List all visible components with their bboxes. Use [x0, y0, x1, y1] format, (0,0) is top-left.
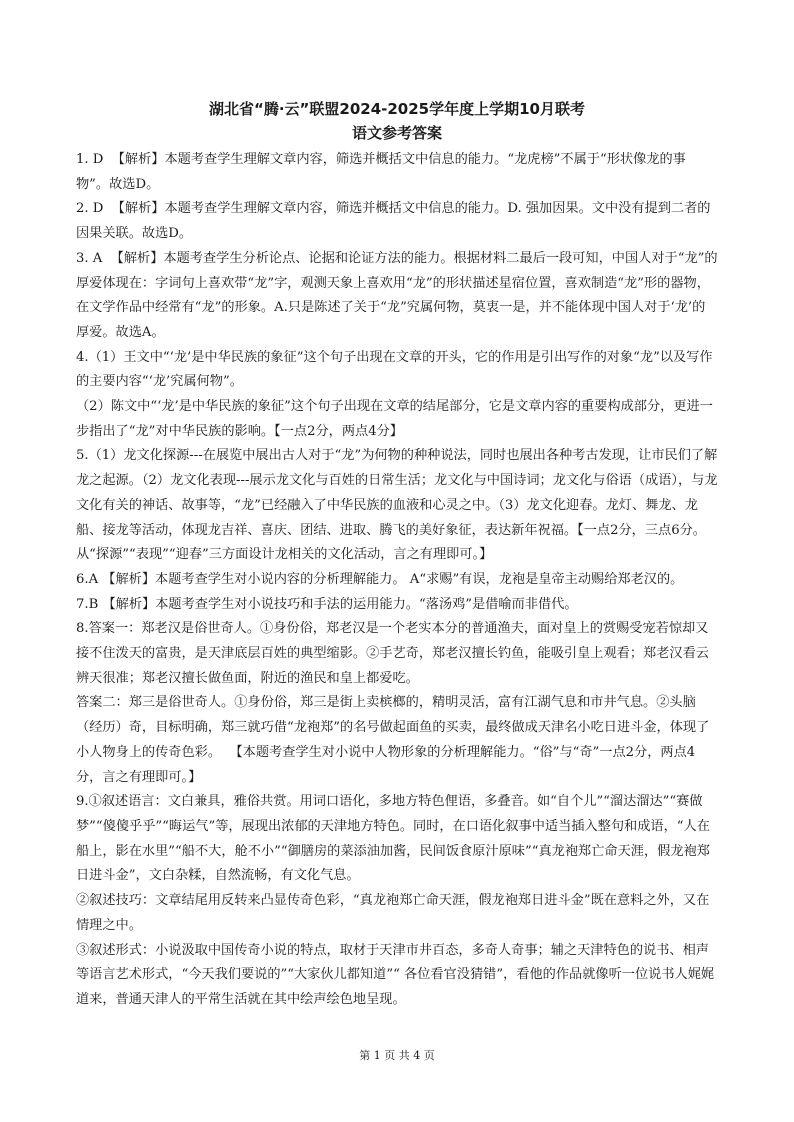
answer-9-point-3: ③叙述形式：小说汲取中国传奇小说的特点，取材于天津市井百态，多奇人奇事；辅之天津特色的说书、相声等语言艺术形式，“今天我们要说的”“大家伙儿都知道”“ 各位看官没猜错”，看他的作品就像听一位说书人娓娓道来，普通天津人的平常生活就在其中绘声绘色地呈现。 — [76, 942, 715, 1007]
answer-9-point-1: 9.①叙述语言：文白兼具，雅俗共赏。用词口语化，多地方特色俚语，多叠音。如“自个儿”“溜达溜达”“赛做梦”“傻傻乎乎”“晦运气”等，展现出浓郁的天津地方特色。同时，在口语化叙事中适当插入整句和成语，“人在船上，影在水里”“船不大，舱不小”“御膳房的菜添油加酱，民间饭食原汁原味”“真龙袍郑亡命天涯，假龙袍郑日进斗金”，文白杂糅，自然流畅，有文化气息。 — [76, 794, 710, 884]
answer-1: 1. D 【解析】本题考查学生理解文章内容，筛选并概括文中信息的能力。“龙虎榜”不属于“形状像龙的事物”。故选D。 — [76, 152, 686, 192]
page-number: 第 1 页 共 4 页 — [359, 1049, 435, 1062]
answer-7: 7.B 【解析】本题考查学生对小说技巧和手法的运用能力。“落汤鸡”是借喻而非借代。 — [76, 596, 578, 612]
answer-2: 2. D 【解析】本题考查学生理解文章内容，筛选并概括文中信息的能力。D. 强加因果。文中没有提到二者的因果关联。故选D。 — [76, 201, 711, 242]
answer-6: 6.A 【解析】本题考查学生对小说内容的分析理解能力。 A“求赐”有误，龙袍是皇帝主动赐给郑老汉的。 — [76, 571, 684, 587]
answer-3: 3. A 【解析】本题考查学生分析论点、论据和论证方法的能力。根据材料二最后一段可知，中国人对于“龙”的厚爱体现在：字词句上喜欢带“龙”字，观测天象上喜欢用“龙”的形状描述星宿位置，喜欢制造“龙”形的器物，在文学作品中经常有“龙”的形象。A.只是陈述了关于“龙”究属何物，莫衷一是，并不能体现中国人对于‘龙’的厚爱。故选A。 — [76, 250, 718, 340]
answer-8-option-1: 8.答案一：郑老汉是俗世奇人。①身份俗，郑老汉是一个老实本分的普通渔夫，面对皇上的赏赐受宠若惊却又接不住泼天的富贵，是天津底层百姓的典型缩影。②手艺奇，郑老汉擅长钓鱼，能吸引皇上观看；郑老汉看云辨天很准；郑老汉擅长做鱼面，附近的渔民和皇上都爱吃。 — [76, 621, 709, 686]
answer-4-part-1: 4.（1）王文中“‘龙’是中华民族的象征”这个句子出现在文章的开头，它的作用是引出写作的对象“龙”以及写作的主要内容“‘龙’究属何物”。 — [76, 349, 713, 390]
answer-4-part-2: （2）陈文中“‘龙’是中华民族的象征”这个句子出现在文章的结尾部分，它是文章内容的重要构成部分，更进一步指出了“龙”对中华民族的影响。【一点2分，两点4分】 — [76, 399, 713, 439]
answer-8-option-2: 答案二：郑三是俗世奇人。①身份俗，郑三是街上卖槟榔的，精明灵活，富有江湖气息和市井气息。②头脑（经历）奇，目标明确，郑三就巧借“龙袍郑”的名号做起面鱼的买卖，最终做成天津名小吃日进斗金，体现了小人物身上的传奇色彩。 【本题考查学生对小说中人物形象的分析理解能力。“俗”与“奇”一点2分，两点4分，言之有理即可。】 — [76, 695, 710, 785]
answer-9-point-2: ②叙述技巧：文章结尾用反转来凸显传奇色彩，“真龙袍郑亡命天涯，假龙袍郑日进斗金”既在意料之外，又在情理之中。 — [76, 893, 710, 933]
document-title: 湖北省“腾·云”联盟2024-2025学年度上学期10月联考 — [208, 100, 585, 118]
answer-body — [76, 148, 718, 1013]
document-subtitle: 语文参考答案 — [351, 124, 442, 142]
answer-5: 5.（1）龙文化探源---在展览中展出古人对于“龙”为何物的种种说法，同时也展出各种考古发现，让市民们了解龙之起源。（2）龙文化表现---展示龙文化与百姓的日常生活；龙文化与中国诗词；龙文化与俗语（成语），与龙文化有关的神话、故事等，“龙”已经融入了中华民族的血液和心灵之中。（3）龙文化迎春。龙灯、舞龙、龙船、接龙等活动，体现龙吉祥、喜庆、团结、进取、腾飞的美好象征，表达新年祝福。【一点2分，三点6分。从“探源”“表现”“迎春”三方面设计龙相关的文化活动，言之有理即可。】 — [76, 448, 718, 563]
